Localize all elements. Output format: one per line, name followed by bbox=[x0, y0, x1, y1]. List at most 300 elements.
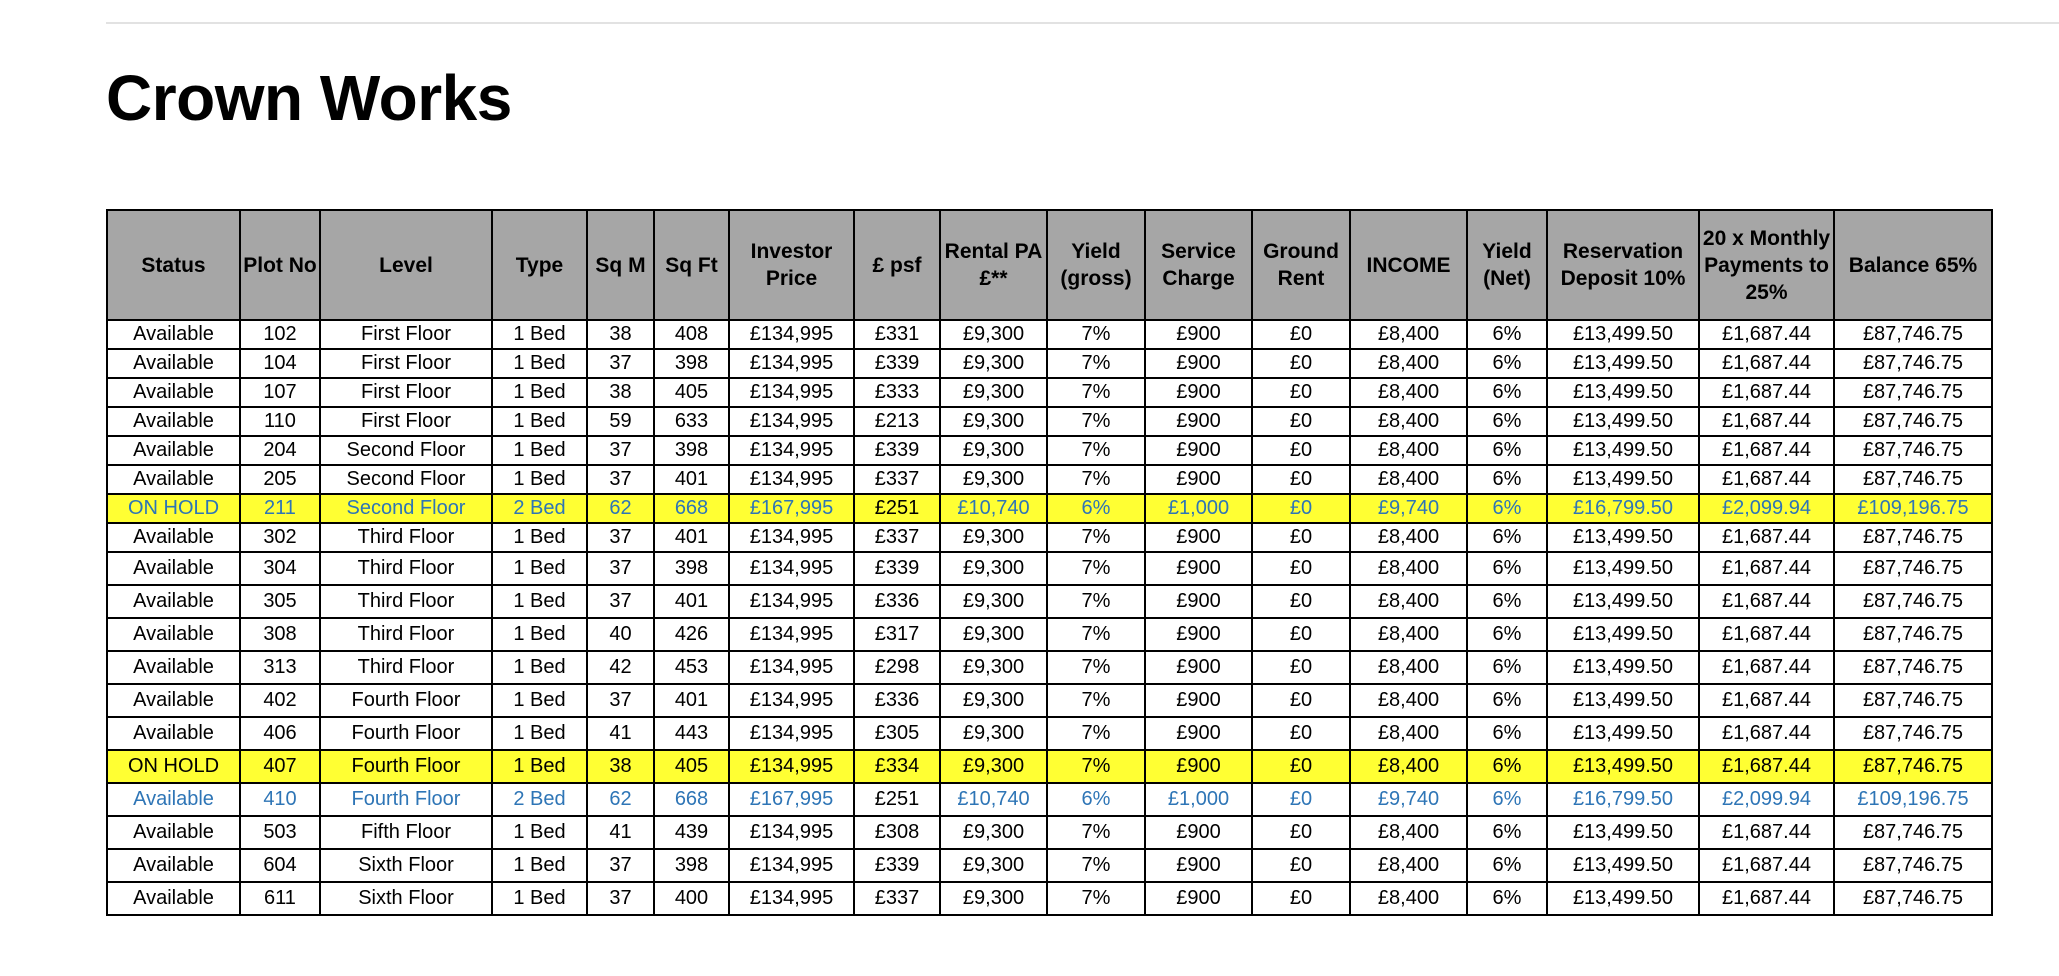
column-header: Service Charge bbox=[1145, 210, 1252, 320]
table-cell: £87,746.75 bbox=[1834, 717, 1992, 750]
table-cell: 7% bbox=[1047, 552, 1145, 585]
table-cell: 6% bbox=[1467, 816, 1547, 849]
table-cell: 7% bbox=[1047, 436, 1145, 465]
table-cell: ON HOLD bbox=[107, 750, 240, 783]
table-cell: £87,746.75 bbox=[1834, 407, 1992, 436]
table-cell: £87,746.75 bbox=[1834, 750, 1992, 783]
table-cell: 405 bbox=[654, 750, 729, 783]
table-cell: £13,499.50 bbox=[1547, 523, 1699, 552]
table-cell: Second Floor bbox=[320, 494, 492, 523]
table-cell: First Floor bbox=[320, 349, 492, 378]
table-cell: Sixth Floor bbox=[320, 882, 492, 915]
table-cell: £1,687.44 bbox=[1699, 717, 1834, 750]
table-cell: Available bbox=[107, 651, 240, 684]
table-cell: 205 bbox=[240, 465, 320, 494]
table-cell: 7% bbox=[1047, 618, 1145, 651]
table-cell: Third Floor bbox=[320, 651, 492, 684]
table-cell: £134,995 bbox=[729, 552, 854, 585]
table-cell: £134,995 bbox=[729, 717, 854, 750]
table-cell: 305 bbox=[240, 585, 320, 618]
table-cell: £900 bbox=[1145, 651, 1252, 684]
table-cell: £9,300 bbox=[940, 849, 1047, 882]
table-cell: 42 bbox=[587, 651, 654, 684]
table-cell: First Floor bbox=[320, 320, 492, 349]
table-cell: £16,799.50 bbox=[1547, 783, 1699, 816]
table-cell: 2 Bed bbox=[492, 494, 587, 523]
table-cell: 7% bbox=[1047, 585, 1145, 618]
page-title: Crown Works bbox=[106, 62, 512, 134]
table-cell: 37 bbox=[587, 523, 654, 552]
table-cell: £9,300 bbox=[940, 378, 1047, 407]
table-cell: 1 Bed bbox=[492, 523, 587, 552]
column-header: Ground Rent bbox=[1252, 210, 1350, 320]
table-cell: £13,499.50 bbox=[1547, 882, 1699, 915]
table-cell: £13,499.50 bbox=[1547, 816, 1699, 849]
table-cell: 37 bbox=[587, 436, 654, 465]
table-cell: £333 bbox=[854, 378, 940, 407]
table-cell: £134,995 bbox=[729, 465, 854, 494]
table-cell: £13,499.50 bbox=[1547, 651, 1699, 684]
table-cell: £9,740 bbox=[1350, 783, 1467, 816]
table-cell: £0 bbox=[1252, 684, 1350, 717]
table-cell: £9,300 bbox=[940, 882, 1047, 915]
table-row bbox=[107, 552, 1992, 585]
table-cell: £0 bbox=[1252, 349, 1350, 378]
table-cell: Available bbox=[107, 717, 240, 750]
table-cell: 302 bbox=[240, 523, 320, 552]
table-cell: £87,746.75 bbox=[1834, 378, 1992, 407]
table-cell: 6% bbox=[1467, 320, 1547, 349]
table-cell: £8,400 bbox=[1350, 882, 1467, 915]
table-cell: 6% bbox=[1467, 378, 1547, 407]
table-cell: 1 Bed bbox=[492, 436, 587, 465]
table-cell: £87,746.75 bbox=[1834, 436, 1992, 465]
table-cell: £1,687.44 bbox=[1699, 523, 1834, 552]
table-cell: 6% bbox=[1467, 684, 1547, 717]
table-cell: 104 bbox=[240, 349, 320, 378]
table-cell: £2,099.94 bbox=[1699, 494, 1834, 523]
table-cell: Sixth Floor bbox=[320, 849, 492, 882]
table-cell: £331 bbox=[854, 320, 940, 349]
table-cell: 604 bbox=[240, 849, 320, 882]
column-header: Investor Price bbox=[729, 210, 854, 320]
table-cell: 7% bbox=[1047, 882, 1145, 915]
table-cell: Second Floor bbox=[320, 465, 492, 494]
table-cell: 7% bbox=[1047, 849, 1145, 882]
table-cell: £336 bbox=[854, 585, 940, 618]
table-cell: £13,499.50 bbox=[1547, 349, 1699, 378]
table-row bbox=[107, 882, 1992, 915]
table-cell: £87,746.75 bbox=[1834, 349, 1992, 378]
table-cell: Third Floor bbox=[320, 618, 492, 651]
table-cell: £1,687.44 bbox=[1699, 750, 1834, 783]
column-header: Type bbox=[492, 210, 587, 320]
table-row bbox=[107, 320, 1992, 349]
table-cell: £0 bbox=[1252, 320, 1350, 349]
table-cell: £900 bbox=[1145, 552, 1252, 585]
table-cell: £900 bbox=[1145, 750, 1252, 783]
table-cell: £13,499.50 bbox=[1547, 618, 1699, 651]
table-row bbox=[107, 849, 1992, 882]
table-cell: £1,000 bbox=[1145, 783, 1252, 816]
table-cell: £134,995 bbox=[729, 750, 854, 783]
table-cell: £0 bbox=[1252, 717, 1350, 750]
table-cell: 401 bbox=[654, 684, 729, 717]
table-cell: £13,499.50 bbox=[1547, 684, 1699, 717]
table-cell: £8,400 bbox=[1350, 618, 1467, 651]
table-cell: £900 bbox=[1145, 349, 1252, 378]
column-header: Plot No bbox=[240, 210, 320, 320]
table-cell: £1,687.44 bbox=[1699, 882, 1834, 915]
table-cell: 6% bbox=[1467, 783, 1547, 816]
table-cell: Available bbox=[107, 349, 240, 378]
table-cell: 6% bbox=[1467, 651, 1547, 684]
table-cell: 407 bbox=[240, 750, 320, 783]
table-cell: 62 bbox=[587, 783, 654, 816]
table-cell: 6% bbox=[1047, 494, 1145, 523]
table-cell: £87,746.75 bbox=[1834, 816, 1992, 849]
table-cell: £134,995 bbox=[729, 523, 854, 552]
table-cell: £8,400 bbox=[1350, 320, 1467, 349]
table-cell: £9,300 bbox=[940, 684, 1047, 717]
table-cell: £10,740 bbox=[940, 494, 1047, 523]
table-cell: Fourth Floor bbox=[320, 717, 492, 750]
table-cell: £87,746.75 bbox=[1834, 849, 1992, 882]
table-cell: £9,300 bbox=[940, 618, 1047, 651]
table-cell: 408 bbox=[654, 320, 729, 349]
table-cell: 410 bbox=[240, 783, 320, 816]
table-cell: 304 bbox=[240, 552, 320, 585]
table-cell: £8,400 bbox=[1350, 407, 1467, 436]
table-cell: 1 Bed bbox=[492, 750, 587, 783]
table-cell: 453 bbox=[654, 651, 729, 684]
table-cell: £0 bbox=[1252, 465, 1350, 494]
table-cell: 7% bbox=[1047, 816, 1145, 849]
table-cell: 62 bbox=[587, 494, 654, 523]
table-cell: £317 bbox=[854, 618, 940, 651]
table-cell: £109,196.75 bbox=[1834, 494, 1992, 523]
table-cell: £339 bbox=[854, 436, 940, 465]
table-cell: Available bbox=[107, 407, 240, 436]
table-cell: 1 Bed bbox=[492, 465, 587, 494]
table-cell: Available bbox=[107, 783, 240, 816]
table-row bbox=[107, 349, 1992, 378]
table-cell: £9,300 bbox=[940, 585, 1047, 618]
table-cell: 405 bbox=[654, 378, 729, 407]
table-cell: 400 bbox=[654, 882, 729, 915]
table-cell: £13,499.50 bbox=[1547, 465, 1699, 494]
table-cell: 426 bbox=[654, 618, 729, 651]
table-cell: 6% bbox=[1467, 882, 1547, 915]
table-cell: 1 Bed bbox=[492, 407, 587, 436]
table-cell: 402 bbox=[240, 684, 320, 717]
table-cell: 1 Bed bbox=[492, 816, 587, 849]
table-cell: 7% bbox=[1047, 717, 1145, 750]
table-cell: £1,687.44 bbox=[1699, 465, 1834, 494]
table-cell: £900 bbox=[1145, 618, 1252, 651]
table-cell: £1,687.44 bbox=[1699, 407, 1834, 436]
table-cell: Available bbox=[107, 882, 240, 915]
table-cell: £8,400 bbox=[1350, 816, 1467, 849]
table-cell: 439 bbox=[654, 816, 729, 849]
table-cell: £0 bbox=[1252, 618, 1350, 651]
table-cell: 6% bbox=[1467, 552, 1547, 585]
table-cell: Second Floor bbox=[320, 436, 492, 465]
table-cell: £308 bbox=[854, 816, 940, 849]
table-row bbox=[107, 717, 1992, 750]
table-cell: 668 bbox=[654, 783, 729, 816]
table-cell: 37 bbox=[587, 465, 654, 494]
units-table bbox=[106, 209, 1993, 916]
table-cell: £900 bbox=[1145, 465, 1252, 494]
table-cell: 7% bbox=[1047, 523, 1145, 552]
table-cell: 406 bbox=[240, 717, 320, 750]
column-header: Level bbox=[320, 210, 492, 320]
table-cell: £134,995 bbox=[729, 436, 854, 465]
table-cell: 401 bbox=[654, 523, 729, 552]
table-cell: Available bbox=[107, 465, 240, 494]
table-cell: 7% bbox=[1047, 320, 1145, 349]
table-cell: £900 bbox=[1145, 882, 1252, 915]
table-cell: Third Floor bbox=[320, 523, 492, 552]
table-cell: 6% bbox=[1467, 849, 1547, 882]
table-cell: £87,746.75 bbox=[1834, 320, 1992, 349]
table-cell: £339 bbox=[854, 349, 940, 378]
table-cell: 1 Bed bbox=[492, 651, 587, 684]
table-cell: 6% bbox=[1467, 585, 1547, 618]
table-cell: £305 bbox=[854, 717, 940, 750]
table-cell: £9,300 bbox=[940, 651, 1047, 684]
table-cell: £9,300 bbox=[940, 349, 1047, 378]
column-header: INCOME bbox=[1350, 210, 1467, 320]
table-row bbox=[107, 436, 1992, 465]
table-row bbox=[107, 618, 1992, 651]
table-cell: Fourth Floor bbox=[320, 750, 492, 783]
table-cell: £0 bbox=[1252, 651, 1350, 684]
table-cell: Third Floor bbox=[320, 585, 492, 618]
table-cell: £87,746.75 bbox=[1834, 523, 1992, 552]
table-cell: First Floor bbox=[320, 407, 492, 436]
table-cell: 38 bbox=[587, 378, 654, 407]
table-cell: £251 bbox=[854, 494, 940, 523]
table-cell: £900 bbox=[1145, 684, 1252, 717]
table-cell: £900 bbox=[1145, 717, 1252, 750]
table-cell: 6% bbox=[1467, 436, 1547, 465]
table-cell: £1,687.44 bbox=[1699, 816, 1834, 849]
table-cell: £8,400 bbox=[1350, 349, 1467, 378]
table-cell: £0 bbox=[1252, 849, 1350, 882]
table-cell: 59 bbox=[587, 407, 654, 436]
table-cell: 443 bbox=[654, 717, 729, 750]
table-cell: Available bbox=[107, 618, 240, 651]
table-cell: 7% bbox=[1047, 684, 1145, 717]
table-cell: £8,400 bbox=[1350, 378, 1467, 407]
table-cell: 1 Bed bbox=[492, 717, 587, 750]
table-cell: 611 bbox=[240, 882, 320, 915]
table-cell: 398 bbox=[654, 849, 729, 882]
table-cell: £1,687.44 bbox=[1699, 585, 1834, 618]
table-cell: £9,300 bbox=[940, 407, 1047, 436]
table-cell: 308 bbox=[240, 618, 320, 651]
table-cell: £336 bbox=[854, 684, 940, 717]
table-cell: £134,995 bbox=[729, 684, 854, 717]
table-cell: Available bbox=[107, 849, 240, 882]
table-cell: £87,746.75 bbox=[1834, 585, 1992, 618]
table-cell: £1,000 bbox=[1145, 494, 1252, 523]
table-cell: 6% bbox=[1467, 717, 1547, 750]
table-cell: £900 bbox=[1145, 378, 1252, 407]
table-cell: £1,687.44 bbox=[1699, 552, 1834, 585]
table-cell: £1,687.44 bbox=[1699, 618, 1834, 651]
table-cell: £0 bbox=[1252, 552, 1350, 585]
table-cell: £87,746.75 bbox=[1834, 552, 1992, 585]
table-cell: £0 bbox=[1252, 750, 1350, 783]
table-cell: £134,995 bbox=[729, 651, 854, 684]
table-cell: £8,400 bbox=[1350, 552, 1467, 585]
table-cell: £900 bbox=[1145, 523, 1252, 552]
table-cell: 204 bbox=[240, 436, 320, 465]
table-cell: First Floor bbox=[320, 378, 492, 407]
table-cell: 313 bbox=[240, 651, 320, 684]
table-cell: £9,300 bbox=[940, 523, 1047, 552]
table-cell: Available bbox=[107, 684, 240, 717]
table-row bbox=[107, 651, 1992, 684]
table-cell: £8,400 bbox=[1350, 750, 1467, 783]
table-cell: £8,400 bbox=[1350, 585, 1467, 618]
table-cell: £13,499.50 bbox=[1547, 436, 1699, 465]
table-cell: £134,995 bbox=[729, 882, 854, 915]
table-cell: £900 bbox=[1145, 585, 1252, 618]
table-cell: 211 bbox=[240, 494, 320, 523]
table-cell: £2,099.94 bbox=[1699, 783, 1834, 816]
table-cell: £8,400 bbox=[1350, 651, 1467, 684]
table-cell: £167,995 bbox=[729, 494, 854, 523]
table-cell: £13,499.50 bbox=[1547, 585, 1699, 618]
column-header: Yield (Net) bbox=[1467, 210, 1547, 320]
table-cell: £900 bbox=[1145, 320, 1252, 349]
table-cell: 40 bbox=[587, 618, 654, 651]
table-cell: Available bbox=[107, 585, 240, 618]
table-cell: 41 bbox=[587, 717, 654, 750]
top-divider bbox=[106, 22, 2059, 24]
table-cell: 503 bbox=[240, 816, 320, 849]
table-cell: Third Floor bbox=[320, 552, 492, 585]
table-cell: £134,995 bbox=[729, 585, 854, 618]
column-header: Rental PA £** bbox=[940, 210, 1047, 320]
table-cell: £13,499.50 bbox=[1547, 378, 1699, 407]
column-header: £ psf bbox=[854, 210, 940, 320]
table-cell: £8,400 bbox=[1350, 717, 1467, 750]
table-cell: ON HOLD bbox=[107, 494, 240, 523]
column-header: Status bbox=[107, 210, 240, 320]
table-cell: £0 bbox=[1252, 436, 1350, 465]
table-cell: Available bbox=[107, 523, 240, 552]
column-header: Balance 65% bbox=[1834, 210, 1992, 320]
table-cell: Fifth Floor bbox=[320, 816, 492, 849]
table-cell: £0 bbox=[1252, 494, 1350, 523]
column-header: 20 x Monthly Payments to 25% bbox=[1699, 210, 1834, 320]
table-cell: 37 bbox=[587, 585, 654, 618]
column-header: Sq Ft bbox=[654, 210, 729, 320]
table-cell: 6% bbox=[1047, 783, 1145, 816]
table-cell: Fourth Floor bbox=[320, 783, 492, 816]
table-cell: 37 bbox=[587, 882, 654, 915]
table-cell: £0 bbox=[1252, 407, 1350, 436]
table-header-row bbox=[107, 210, 1992, 320]
table-cell: £8,400 bbox=[1350, 465, 1467, 494]
table-cell: £0 bbox=[1252, 378, 1350, 407]
table-cell: £900 bbox=[1145, 436, 1252, 465]
table-cell: 37 bbox=[587, 849, 654, 882]
table-cell: 1 Bed bbox=[492, 349, 587, 378]
table-cell: £109,196.75 bbox=[1834, 783, 1992, 816]
table-cell: 398 bbox=[654, 436, 729, 465]
table-cell: £1,687.44 bbox=[1699, 684, 1834, 717]
table-cell: 6% bbox=[1467, 750, 1547, 783]
table-cell: 1 Bed bbox=[492, 618, 587, 651]
table-cell: 1 Bed bbox=[492, 684, 587, 717]
table-cell: 398 bbox=[654, 349, 729, 378]
table-cell: £87,746.75 bbox=[1834, 684, 1992, 717]
table-cell: £9,300 bbox=[940, 552, 1047, 585]
column-header: Reservation Deposit 10% bbox=[1547, 210, 1699, 320]
table-cell: £9,740 bbox=[1350, 494, 1467, 523]
table-cell: 401 bbox=[654, 465, 729, 494]
table-cell: 1 Bed bbox=[492, 320, 587, 349]
table-row bbox=[107, 407, 1992, 436]
table-cell: £9,300 bbox=[940, 816, 1047, 849]
table-cell: £134,995 bbox=[729, 849, 854, 882]
table-cell: £900 bbox=[1145, 816, 1252, 849]
table-cell: Available bbox=[107, 378, 240, 407]
table-cell: 633 bbox=[654, 407, 729, 436]
table-cell: 7% bbox=[1047, 349, 1145, 378]
table-cell: 41 bbox=[587, 816, 654, 849]
table-cell: Available bbox=[107, 436, 240, 465]
table-cell: £251 bbox=[854, 783, 940, 816]
table-cell: Fourth Floor bbox=[320, 684, 492, 717]
table-cell: £134,995 bbox=[729, 816, 854, 849]
table-cell: £13,499.50 bbox=[1547, 407, 1699, 436]
table-cell: 6% bbox=[1467, 618, 1547, 651]
table-cell: £1,687.44 bbox=[1699, 436, 1834, 465]
table-cell: £334 bbox=[854, 750, 940, 783]
table-cell: £9,300 bbox=[940, 750, 1047, 783]
table-cell: 398 bbox=[654, 552, 729, 585]
table-cell: £134,995 bbox=[729, 349, 854, 378]
table-cell: 102 bbox=[240, 320, 320, 349]
table-cell: £0 bbox=[1252, 523, 1350, 552]
table-row bbox=[107, 523, 1992, 552]
table-cell: £339 bbox=[854, 552, 940, 585]
table-cell: £8,400 bbox=[1350, 436, 1467, 465]
table-row bbox=[107, 684, 1992, 717]
table-cell: £1,687.44 bbox=[1699, 378, 1834, 407]
table-cell: 38 bbox=[587, 750, 654, 783]
table-cell: 6% bbox=[1467, 523, 1547, 552]
table-cell: £9,300 bbox=[940, 320, 1047, 349]
table-cell: £900 bbox=[1145, 407, 1252, 436]
table-cell: £134,995 bbox=[729, 320, 854, 349]
table-cell: £13,499.50 bbox=[1547, 717, 1699, 750]
table-cell: £8,400 bbox=[1350, 849, 1467, 882]
table-cell: £134,995 bbox=[729, 407, 854, 436]
table-cell: £0 bbox=[1252, 882, 1350, 915]
table-cell: £87,746.75 bbox=[1834, 618, 1992, 651]
table-cell: 401 bbox=[654, 585, 729, 618]
table-cell: 6% bbox=[1467, 407, 1547, 436]
table-cell: £13,499.50 bbox=[1547, 320, 1699, 349]
